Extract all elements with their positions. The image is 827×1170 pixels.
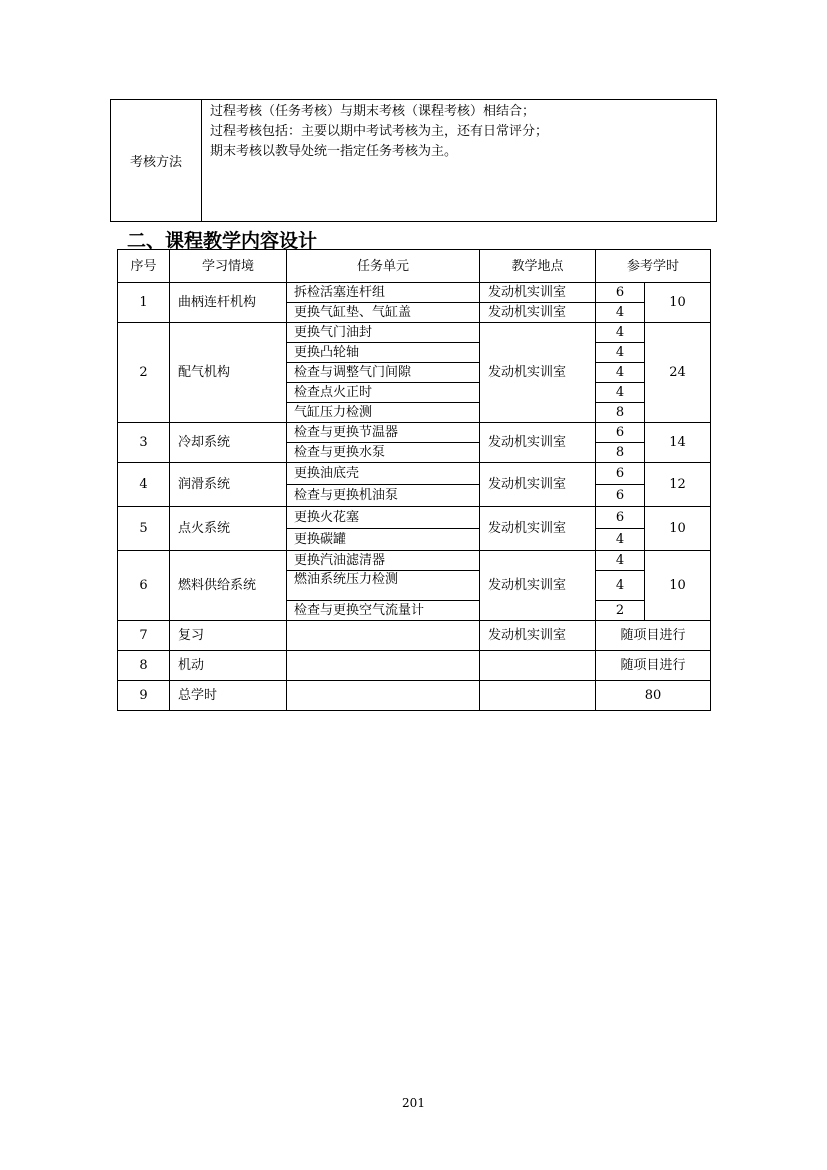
table-row <box>118 551 711 571</box>
task-hours: 6 <box>596 463 645 485</box>
task-name: 更换气缸垫、气缸盖 <box>287 303 480 323</box>
row-total-hours: 24 <box>645 323 711 423</box>
row-context: 机动 <box>170 651 287 681</box>
row-no: 1 <box>118 283 170 323</box>
task-name: 更换火花塞 <box>287 507 480 529</box>
row-location: 发动机实训室 <box>480 621 596 651</box>
row-location <box>480 651 596 681</box>
task-name <box>287 681 480 711</box>
row-no: 4 <box>118 463 170 507</box>
row-no: 6 <box>118 551 170 621</box>
task-hours: 4 <box>596 551 645 571</box>
task-name: 检查与更换机油泵 <box>287 485 480 507</box>
task-hours: 4 <box>596 571 645 601</box>
task-name: 检查与更换水泵 <box>287 443 480 463</box>
task-name: 检查与调整气门间隙 <box>287 363 480 383</box>
row-context: 总学时 <box>170 681 287 711</box>
table-row <box>118 283 711 303</box>
task-hours: 4 <box>596 323 645 343</box>
row-context: 曲柄连杆机构 <box>170 283 287 323</box>
task-name: 拆检活塞连杆组 <box>287 283 480 303</box>
row-no: 3 <box>118 423 170 463</box>
task-hours: 6 <box>596 283 645 303</box>
header-hours: 参考学时 <box>596 250 711 283</box>
row-location: 发动机实训室 <box>480 551 596 621</box>
task-hours: 4 <box>596 303 645 323</box>
row-location: 发动机实训室 <box>480 463 596 507</box>
table-row <box>118 651 711 681</box>
header-no: 序号 <box>118 250 170 283</box>
task-name: 更换凸轮轴 <box>287 343 480 363</box>
task-name: 检查与更换空气流量计 <box>287 601 480 621</box>
row-hours: 80 <box>596 681 711 711</box>
task-location: 发动机实训室 <box>480 283 596 303</box>
header-context: 学习情境 <box>170 250 287 283</box>
row-hours: 随项目进行 <box>596 621 711 651</box>
task-name: 更换碳罐 <box>287 529 480 551</box>
row-location: 发动机实训室 <box>480 423 596 463</box>
row-context: 配气机构 <box>170 323 287 423</box>
assessment-line: 过程考核（任务考核）与期末考核（课程考核）相结合； <box>210 104 536 119</box>
assessment-line: 期末考核以教导处统一指定任务考核为主。 <box>210 144 458 159</box>
table-row <box>118 507 711 529</box>
task-hours: 4 <box>596 529 645 551</box>
row-total-hours: 12 <box>645 463 711 507</box>
task-hours: 4 <box>596 343 645 363</box>
row-total-hours: 10 <box>645 507 711 551</box>
header-location: 教学地点 <box>480 250 596 283</box>
task-name: 更换气门油封 <box>287 323 480 343</box>
row-location: 发动机实训室 <box>480 323 596 423</box>
table-row <box>118 681 711 711</box>
header-task: 任务单元 <box>287 250 480 283</box>
section-title: 二、课程教学内容设计 <box>127 230 318 252</box>
row-total-hours: 14 <box>645 423 711 463</box>
row-no: 9 <box>118 681 170 711</box>
task-hours: 8 <box>596 443 645 463</box>
task-location: 发动机实训室 <box>480 303 596 323</box>
assessment-table <box>110 99 717 222</box>
course-content-table <box>117 249 711 711</box>
page-number: 201 <box>402 1096 425 1110</box>
table-row <box>118 323 711 343</box>
task-hours: 8 <box>596 403 645 423</box>
row-no: 2 <box>118 323 170 423</box>
task-name: 检查与更换节温器 <box>287 423 480 443</box>
task-hours: 6 <box>596 423 645 443</box>
task-name: 燃油系统压力检测 <box>287 571 480 601</box>
task-name: 检查点火正时 <box>287 383 480 403</box>
task-hours: 6 <box>596 507 645 529</box>
task-hours: 4 <box>596 363 645 383</box>
row-context: 燃料供给系统 <box>170 551 287 621</box>
table-row <box>118 463 711 485</box>
assessment-content <box>202 100 717 222</box>
row-no: 5 <box>118 507 170 551</box>
row-total-hours: 10 <box>645 551 711 621</box>
task-name <box>287 651 480 681</box>
table-row <box>118 621 711 651</box>
row-context: 复习 <box>170 621 287 651</box>
task-name: 气缸压力检测 <box>287 403 480 423</box>
task-hours: 4 <box>596 383 645 403</box>
table-row <box>118 423 711 443</box>
assessment-line: 过程考核包括：主要以期中考试考核为主，还有日常评分； <box>210 124 549 139</box>
row-context: 点火系统 <box>170 507 287 551</box>
row-total-hours: 10 <box>645 283 711 323</box>
task-hours: 6 <box>596 485 645 507</box>
row-context: 润滑系统 <box>170 463 287 507</box>
row-context: 冷却系统 <box>170 423 287 463</box>
row-location <box>480 681 596 711</box>
task-name: 更换汽油滤清器 <box>287 551 480 571</box>
row-no: 7 <box>118 621 170 651</box>
task-name: 更换油底壳 <box>287 463 480 485</box>
assessment-label: 考核方法 <box>111 100 202 222</box>
table-header-row <box>118 250 711 283</box>
row-no: 8 <box>118 651 170 681</box>
task-hours: 2 <box>596 601 645 621</box>
row-location: 发动机实训室 <box>480 507 596 551</box>
row-hours: 随项目进行 <box>596 651 711 681</box>
task-name <box>287 621 480 651</box>
